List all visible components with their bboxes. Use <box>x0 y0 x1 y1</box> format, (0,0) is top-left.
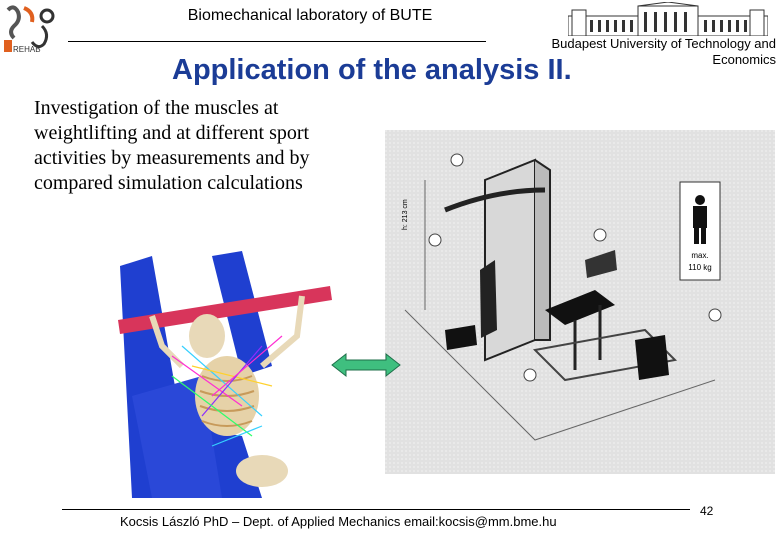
lab-title: Biomechanical laboratory of BUTE <box>187 7 433 24</box>
skeleton-simulation-render <box>112 246 344 498</box>
height-dimension-label: h: 213 cm <box>402 199 409 230</box>
lab-logo <box>2 2 60 56</box>
footer-divider <box>62 509 690 510</box>
page-number: 42 <box>700 504 714 518</box>
double-arrow-icon <box>330 352 402 378</box>
logo-text: REHAB <box>13 45 41 54</box>
university-building-icon <box>568 2 768 36</box>
sign-label-weight: 110 kg <box>688 263 712 272</box>
university-name: Budapest University of Technology and Economics <box>551 36 776 67</box>
sign-label-max: max. <box>691 251 709 260</box>
footer-text: Kocsis László PhD – Dept. of Applied Mechanics email:kocsis@mm.bme.hu <box>120 514 557 529</box>
slide-title: Application of the analysis II. <box>172 54 572 86</box>
gym-machine-photo <box>385 130 775 474</box>
header-divider <box>68 41 486 42</box>
slide-body-text: Investigation of the muscles at weightlifting and at different sport activities by measurements and by compared simulation calculations <box>34 97 310 194</box>
